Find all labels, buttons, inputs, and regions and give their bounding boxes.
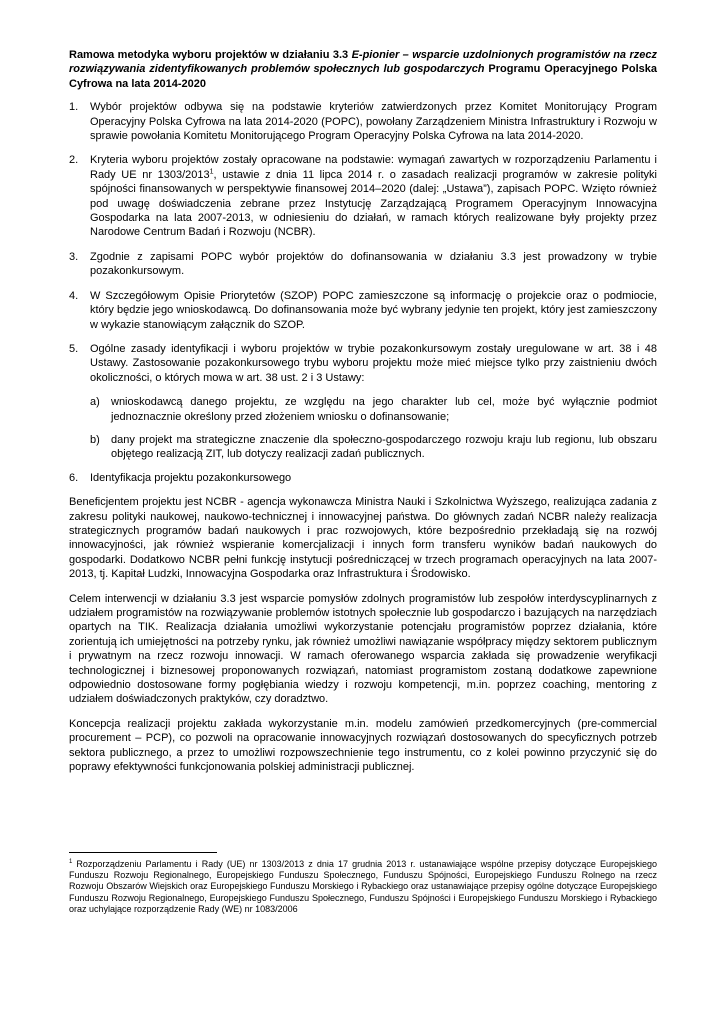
sub-item-letter: a) [90, 396, 100, 409]
sub-item-text: wnioskodawcą danego projektu, ze względu na jego charakter lub cel, może być wyłącznie podmiot jednoznacznie określony przed złożeniem wniosku o dofinansowanie; [111, 396, 657, 423]
sub-item-a [69, 395, 657, 424]
title-part-2-italic: E-pionier – wsparcie uzdolnionych programistów na rzecz rozwiązywania zidentyfikowanych problemów społecznych lub gospodarczych [69, 49, 657, 76]
document-body [69, 48, 657, 784]
paragraph-beneficiary: Beneficjentem projektu jest NCBR - agencja wykonawcza Ministra Nauki i Szkolnictwa Wyższego, realizująca zadania z zakresu polityki naukowej, naukowo-technicznej i innowacyjnej państwa. Do głównych zadań NCBR należy realizacja strategicznych programów badań naukowych i prac rozwojowych, które bezpośrednio przekładają się na rozwój innowacyjności, jak również wspieranie komercjalizacji i innych form transferu wyników badań naukowych do gospodarki. Dodatkowo NCBR pełni funkcję instytucji pośredniczącej w trzech programach operacyjnych na lata 2007-2013, tj. Kapitał Ludzki, Innowacyjna Gospodarka oraz Infrastruktura i Środowisko. [69, 496, 657, 581]
list-item-number: 6. [69, 471, 79, 484]
sub-item-b [69, 433, 657, 462]
list-item-text-b: , ustawie z dnia 11 lipca 2014 r. o zasadach realizacji programów w zakresie polityki spójności finansowanych w perspektywie finansowej 2014–2020 (dalej: „Ustawa”), zapisach POPC. Wzięto również pod uwagę doświadczenia zebrane przez Instytucję Zarządzającą Programem Operacyjnym Innowacyjna Gospodarka na lata 2007-2013, w odniesieniu do działań, w ramach których realizowane były projekty przez Narodowe Centrum Badań i Rozwoju (NCBR). [90, 168, 657, 239]
list-item-text: Zgodnie z zapisami POPC wybór projektów do dofinansowania w działaniu 3.3 jest prowadzony w trybie pozakonkursowym. [90, 250, 657, 278]
footnote [69, 859, 657, 915]
list-item-3 [69, 250, 657, 279]
list-item-number: 3. [69, 250, 79, 263]
footnote-mark: 1 [69, 859, 73, 865]
paragraph-project-concept: Koncepcja realizacji projektu zakłada wykorzystanie m.in. modelu zamówień przedkomercyjnych (pre-commercial procurement – PCP), co pozwoli na opracowanie innowacyjnych rozwiązań dostosowanych do specyficznych potrzeb sektora publicznego, a przez to umożliwi rozpowszechnienie tego instrumentu, co z kolei powinno przyczynić się do poprawy efektywności funkcjonowania polskiej administracji publicznej. [69, 717, 657, 774]
sub-item-letter: b) [90, 433, 100, 446]
sub-item-text: dany projekt ma strategiczne znaczenie dla społeczno-gospodarczego rozwoju kraju lub regionu, lub obszaru objętego realizacją ZIT, lub dotyczy realizacji zadań publicznych. [111, 433, 657, 461]
list-item-number: 1. [69, 101, 79, 114]
list-item-text: Wybór projektów odbywa się na podstawie kryteriów zatwierdzonych przez Komitet Monitorujący Program Operacyjny Polska Cyfrowa na lata 2014-2020 (POPC), powołany Zarządzeniem Ministra Infrastruktury i Rozwoju w sprawie powołania Komitetu Monitorującego Program Operacyjny Polska Cyfrowa na lata 2014-2020. [90, 101, 657, 143]
list-item-5 [69, 342, 657, 385]
title-part-1: Ramowa metodyka wyboru projektów w działaniu 3.3 [69, 49, 352, 61]
footnote-separator [69, 852, 217, 853]
list-item-2 [69, 153, 657, 239]
list-item-text: Identyfikacja projektu pozakonkursowego [90, 471, 292, 484]
footnote-reference[interactable]: 1 [209, 168, 214, 176]
list-item-1 [69, 100, 657, 143]
paragraph-intervention-goal: Celem interwencji w działaniu 3.3 jest wsparcie pomysłów zdolnych programistów lub zespołów interdyscyplinarnych z udziałem programistów na rozwiązywanie problemów istotnych społecznie lub gospodarczo i bazujących na narzędziach opartych na TIK. Realizacja działania umożliwi wykorzystanie potencjału programistów poprzez działania, które zorientują ich umiejętności na potrzeby rynku, jak również umożliwi nawiązanie współpracy między sektorem publicznym i prywatnym na rzecz rozwoju innowacji. W ramach oferowanego wsparcia zakłada się prowadzenie weryfikacji technologicznej i biznesowej proponowanych rozwiązań, natomiast programistom zostaną dodatkowe zapewnione odpowiednio dostosowane formy pogłębiania wiedzy i rozwoju kompetencji, m.in. poprzez coaching, mentoring z udziałem doświadczonych praktyków, czy doradztwo. [69, 592, 657, 706]
title-part-3: Programu Operacyjnego Polska Cyfrowa na lata 2014-2020 [69, 63, 657, 90]
list-item-text: W Szczegółowym Opisie Priorytetów (SZOP) POPC zamieszczone są informację o projekcie oraz o podmiocie, który będzie jego wnioskodawcą. Do dofinansowania może być wybrany jedynie ten projekt, który jest zamieszczony w wykazie stanowiącym załącznik do SZOP. [90, 289, 657, 331]
document-title [69, 48, 657, 91]
list-item-text: Ogólne zasady identyfikacji i wyboru projektów w trybie pozakonkursowym zostały uregulowane w art. 38 i 48 Ustawy. Zastosowanie pozakonkursowego trybu wyboru projektu może mieć miejsce tylko przy zaistnieniu dwóch okoliczności, o których mowa w art. 38 ust. 2 i 3 Ustawy: [90, 342, 657, 384]
footnote-text: Rozporządzeniu Parlamentu i Rady (UE) nr 1303/2013 z dnia 17 grudnia 2013 r. ustanawiające wspólne przepisy dotyczące Europejskiego Funduszu Rozwoju Regionalnego, Europejskiego Funduszu Społecznego, Funduszu Spójności, Europejskiego Funduszu Rolnego na rzecz Rozwoju Obszarów Wiejskich oraz Europejskiego Funduszu Morskiego i Rybackiego oraz ustanawiające przepisy ogólne dotyczące Europejskiego Funduszu Rozwoju Regionalnego, Europejskiego Funduszu Społecznego, Funduszu Spójności i Europejskiego Funduszu Morskiego i Rybackiego oraz uchylające rozporządzenie Rady (WE) nr 1083/2006 [69, 859, 657, 914]
list-item-number: 2. [69, 154, 79, 167]
list-item-6 [69, 471, 657, 485]
list-item-number: 4. [69, 289, 79, 302]
list-item-text-a: Kryteria wyboru projektów zostały opracowane na podstawie: wymagań zawartych w rozporządzeniu Parlamentu i Rady UE nr 1303/2013 [90, 154, 657, 181]
list-item-4 [69, 289, 657, 332]
list-item-number: 5. [69, 342, 79, 355]
